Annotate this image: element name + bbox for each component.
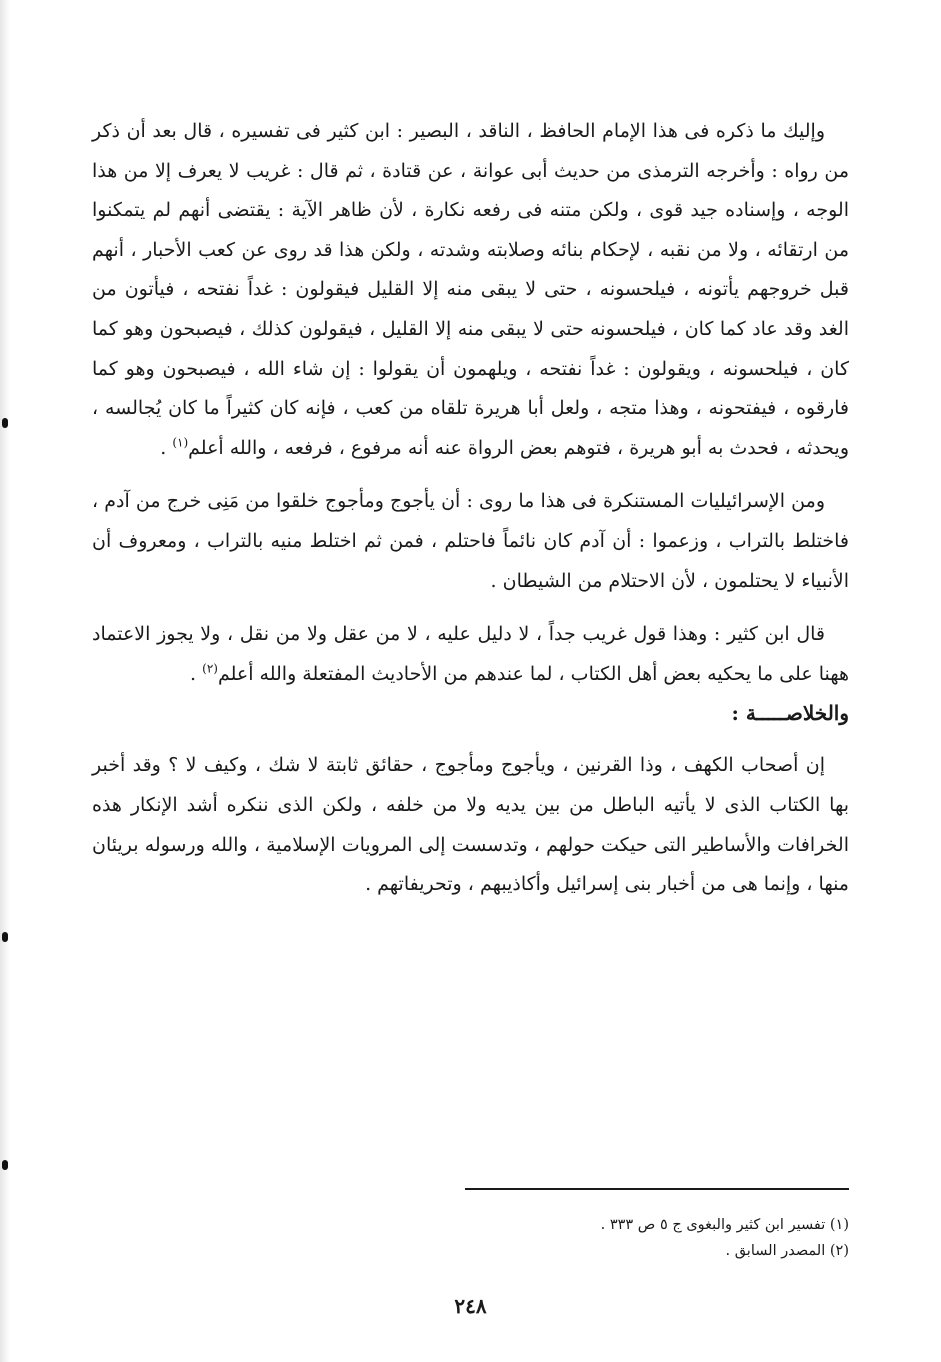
footnote-separator <box>465 1188 849 1190</box>
footnote-reference-2[interactable]: (٢) <box>202 661 218 676</box>
binding-hole-mark <box>2 418 8 428</box>
footnote-2: (٢) المصدر السابق . <box>725 1243 849 1259</box>
paragraph-conclusion: إن أصحاب الكهف ، وذا القرنين ، ويأجوج ومأجوج ، حقائق ثابتة لا شك ، وكيف لا ؟ وقد أخبر بها الكتاب الذى لا يأتيه الباطل من بين يديه ولا من خلفه ، ولكن الذى ننكره أشد الإنكار هذه الخرافات والأساطير التى حيكت حولهم ، وتدسست إلى المرويات الإسلامية ، والله ورسوله بريئان منها ، وإنما هى من أخبار بنى إسرائيل وأكاذيبهم ، وتحريفاتهم . <box>92 754 849 896</box>
paragraph-end: . <box>190 662 203 685</box>
paragraph-text: وإليك ما ذكره فى هذا الإمام الحافظ ، الناقد ، البصير : ابن كثير فى تفسيره ، قال بعد أن ذكر من رواه : وأخرجه الترمذى من حديث أبى عوانة ، عن قتادة ، ثم قال : غريب لا يعرف إلا من هذا الوجه ، وإسناده جيد قوى ، ولكن متنه فى رفعه نكارة ، لأن ظاهر الآية : يقتضى أنهم لم يتمكنوا من ارتقائه ، ولا من نقبه ، لإحكام بنائه وصلابته وشدته ، ولكن هذا قد روى عن كعب الأحبار ، أنهم قبل خروجهم يأتونه ، فيلحسونه ، حتى لا يبقى منه إلا القليل فيقولون : غداً نفتحه ، فيأتون من الغد وقد عاد كما كان ، فيلحسونه حتى لا يبقى منه إلا القليل ، فيقولون كذلك ، فيصبحون وهو كما كان ، فيلحسونه ، ويقولون : غداً نفتحه ، ويلهمون أن يقولوا : إن شاء الله ، فيصبحون وهو كما فارقوه ، فيفتحونه ، وهذا متجه ، ولعل أبا هريرة تلقاه من كعب ، فإنه كان كثيراً ما كان يُجالسه ، ويحدثه ، فحدث به أبو هريرة ، فتوهم بعض الرواة عنه أنه مرفوع ، فرفعه ، والله أعلم <box>92 120 849 459</box>
paragraph-end: . <box>160 436 173 459</box>
paragraph-israiliyyat: ومن الإسرائيليات المستنكرة فى هذا ما روى : أن يأجوج ومأجوج خلقوا من مَنِى خرج من آدم ، فاختلط بالتراب ، وزعموا : أن آدم كان نائماً فاحتلم ، فمن ثم اختلط منيه بالتراب ، ومعروف أن الأنبياء لا يحتلمون ، لأن الاحتلام من الشيطان . <box>92 490 849 592</box>
footnote-reference-1[interactable]: (١) <box>172 435 189 450</box>
paragraph-text: قال ابن كثير : وهذا قول غريب جداً ، لا دليل عليه ، لا من عقل ولا من نقل ، ولا يجوز الاعتماد ههنا على ما يحكيه بعض أهل الكتاب ، لما عندهم من الأحاديث المفتعلة والله أعلم <box>92 623 849 685</box>
main-text <box>92 112 849 905</box>
binding-hole-mark <box>2 1160 8 1170</box>
paragraph-ibn-kathir-quote <box>92 112 849 468</box>
footnote-1: (١) تفسير ابن كثير والبغوى ج ٥ ص ٣٣٣ . <box>600 1217 849 1233</box>
page-number: ٢٤٨ <box>454 1294 487 1318</box>
paragraph-ibn-kathir-comment <box>92 615 849 694</box>
section-heading-conclusion: والخلاصـــــة : <box>731 701 849 726</box>
binding-hole-mark <box>2 932 8 942</box>
scan-edge-shadow <box>0 0 10 1362</box>
footnotes <box>429 1212 849 1264</box>
